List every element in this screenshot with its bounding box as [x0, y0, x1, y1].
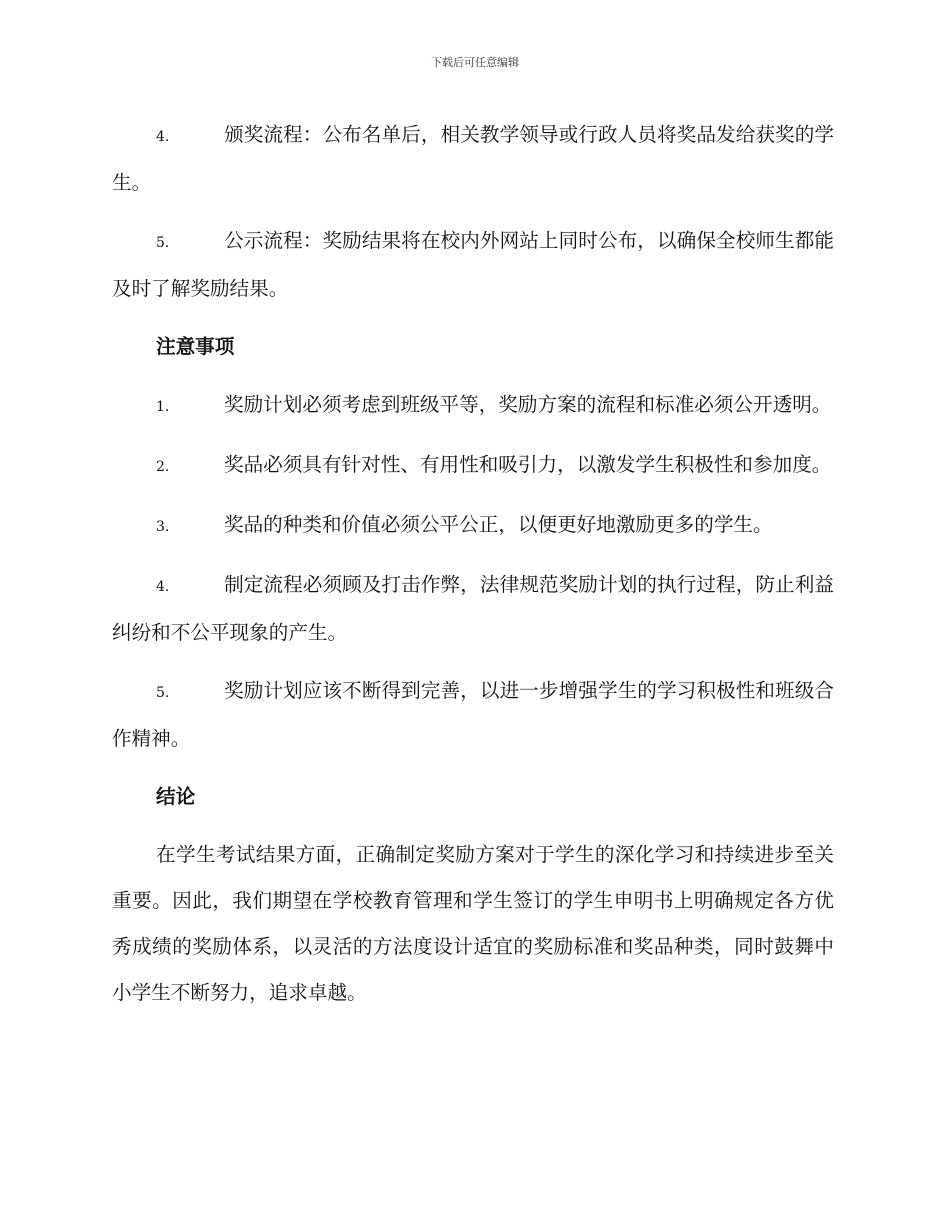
list-item: [112, 218, 834, 312]
item-number: 4.: [156, 129, 170, 145]
item-text: 公示流程：奖励结果将在校内外网站上同时公布，以确保全校师生都能及时了解奖励结果。: [112, 229, 834, 300]
item-text: 奖品的种类和价值必须公平公正，以便更好地激励更多的学生。: [224, 513, 773, 536]
conclusion-paragraph: 在学生考试结果方面，正确制定奖励方案对于学生的深化学习和持续进步至关重要。因此，我们期望在学校教育管理和学生签订的学生申明书上明确规定各方优秀成绩的奖励体系，以灵活的方法度设计适宜的奖励标准和奖品种类，同时鼓舞中小学生不断努力，追求卓越。: [112, 843, 834, 1004]
item-number: 1.: [156, 399, 170, 415]
page-header: 下载后可任意编辑: [431, 56, 519, 69]
item-text: 奖励计划应该不断得到完善，以进一步增强学生的学习积极性和班级合作精神。: [112, 679, 834, 750]
item-number: 4.: [156, 579, 170, 595]
document-body: [112, 112, 834, 1028]
section-heading-notes: 注意事项: [156, 335, 235, 358]
item-text: 奖励计划必须考虑到班级平等，奖励方案的流程和标准必须公开透明。: [224, 393, 832, 416]
section-heading-conclusion: 结论: [156, 785, 196, 808]
list-item: [112, 502, 834, 550]
item-number: 5.: [156, 685, 170, 701]
item-text: 制定流程必须顾及打击作弊，法律规范奖励计划的执行过程，防止利益纠纷和不公平现象的产生。: [112, 573, 834, 644]
item-number: 3.: [156, 519, 170, 535]
list-item: [112, 668, 834, 762]
item-number: 5.: [156, 235, 170, 251]
list-item: [112, 442, 834, 490]
item-text: 颁奖流程：公布名单后，相关教学领导或行政人员将奖品发给获奖的学生。: [112, 123, 834, 194]
list-item: [112, 382, 834, 430]
list-item: [112, 562, 834, 656]
item-number: 2.: [156, 459, 170, 475]
item-text: 奖品必须具有针对性、有用性和吸引力，以激发学生积极性和参加度。: [224, 453, 832, 476]
list-item: [112, 112, 834, 206]
